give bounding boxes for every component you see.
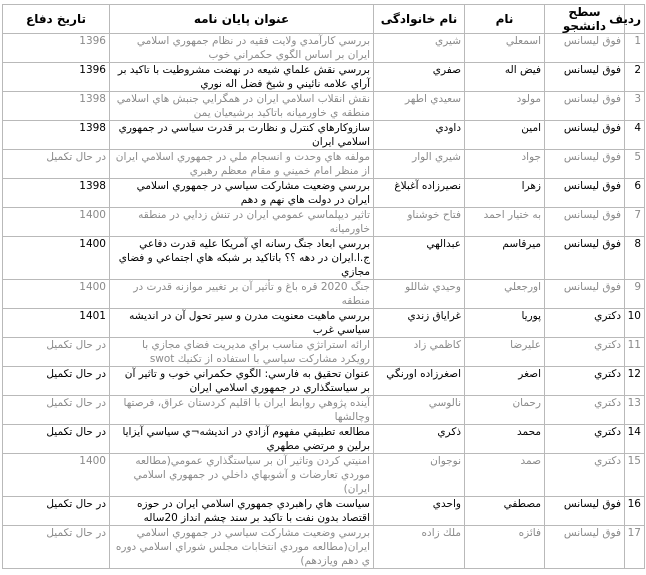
table-row <box>3 497 645 526</box>
cell-row-number: 5 <box>625 150 645 179</box>
cell-thesis-title: ارائه استراتژي مناسب براي مديريت فضاي مجازي با رويكرد مشاركت سياسي با استفاده از تكنيك swot <box>110 338 374 367</box>
cell-last-name: ملك زاده <box>374 526 465 569</box>
cell-thesis-title: عنوان تحقيق به فارسي: الگوي حكمراني خوب و تاثير آن بر سياستگذاري در جمهوري اسلامي ايران <box>110 367 374 396</box>
cell-thesis-title: امنيتي كردن وتاثير آن بر سياستگذاري عمومي(مطالعه موردي تعارضات و آشوبهاي داخلي در جمهوري اسلامي ايران) <box>110 454 374 497</box>
cell-last-name: صفري <box>374 63 465 92</box>
cell-thesis-title: بررسي ماهيت معنويت مدرن و سير تحول آن در انديشه سياسي غرب <box>110 309 374 338</box>
cell-thesis-title: بررسي ابعاد جنگ رسانه اي آمريكا عليه قدرت دفاعي ج.ا.ايران در دهه ؟؟ باتاكيد بر شبكه هاي اجتماعي و فضاي مجازي <box>110 237 374 280</box>
cell-thesis-title: آينده پژوهي روابط ايران با اقليم كردستان عراق، فرصتها وچالشها <box>110 396 374 425</box>
cell-first-name: اسمعلي <box>465 34 545 63</box>
cell-student-level: دكتري <box>545 309 625 338</box>
cell-defense-date: 1398 <box>3 179 110 208</box>
cell-thesis-title: مولفه هاي وحدت و انسجام ملي در جمهوري اسلامي ايران از منظر امام خميني و مقام معظم رهبري <box>110 150 374 179</box>
cell-first-name: ميرقاسم <box>465 237 545 280</box>
cell-last-name: واحدي <box>374 497 465 526</box>
table-row <box>3 34 645 63</box>
header-row-number: ردیف <box>625 5 645 34</box>
cell-student-level: فوق ليسانس <box>545 526 625 569</box>
cell-first-name: عليرضا <box>465 338 545 367</box>
cell-row-number: 12 <box>625 367 645 396</box>
cell-last-name: غراياق زندي <box>374 309 465 338</box>
cell-last-name: نالوسي <box>374 396 465 425</box>
cell-thesis-title: تاثير ديپلماسي عمومي ايران در تنش زدايي در منطقه خاورميانه <box>110 208 374 237</box>
table-row <box>3 150 645 179</box>
cell-last-name: شيري الوار <box>374 150 465 179</box>
cell-row-number: 8 <box>625 237 645 280</box>
cell-row-number: 7 <box>625 208 645 237</box>
cell-thesis-title: جنگ 2020 قره باغ و تأثير آن بر تغيير موازنه قدرت در منطقه <box>110 280 374 309</box>
cell-student-level: فوق ليسانس <box>545 280 625 309</box>
cell-defense-date: در حال تكميل <box>3 338 110 367</box>
cell-last-name: ذكري <box>374 425 465 454</box>
cell-student-level: دكتري <box>545 425 625 454</box>
cell-student-level: فوق ليسانس <box>545 237 625 280</box>
cell-student-level: فوق ليسانس <box>545 121 625 150</box>
table-row <box>3 179 645 208</box>
cell-defense-date: در حال تكميل <box>3 425 110 454</box>
cell-row-number: 14 <box>625 425 645 454</box>
header-student-level: سطح دانشجو <box>545 5 625 34</box>
cell-row-number: 16 <box>625 497 645 526</box>
cell-last-name: نصيرزاده آغبلاغ <box>374 179 465 208</box>
cell-last-name: فتاح خوشناو <box>374 208 465 237</box>
cell-last-name: داودي <box>374 121 465 150</box>
cell-row-number: 11 <box>625 338 645 367</box>
cell-student-level: دكتري <box>545 396 625 425</box>
cell-first-name: پوريا <box>465 309 545 338</box>
cell-student-level: فوق ليسانس <box>545 92 625 121</box>
cell-first-name: صمد <box>465 454 545 497</box>
cell-student-level: فوق ليسانس <box>545 179 625 208</box>
cell-thesis-title: نقش انقلاب اسلامي ايران در همگرايي جنبش هاي اسلامي منطقه ي خاورميانه باتاكيد برشيعيان يمن <box>110 92 374 121</box>
cell-row-number: 10 <box>625 309 645 338</box>
header-row <box>3 5 645 34</box>
cell-row-number: 4 <box>625 121 645 150</box>
cell-first-name: فائزه <box>465 526 545 569</box>
cell-last-name: شيري <box>374 34 465 63</box>
cell-row-number: 13 <box>625 396 645 425</box>
cell-row-number: 15 <box>625 454 645 497</box>
cell-last-name: سعيدي اطهر <box>374 92 465 121</box>
table-row <box>3 396 645 425</box>
table-row <box>3 425 645 454</box>
cell-defense-date: در حال تكميل <box>3 526 110 569</box>
cell-first-name: به ختيار احمد <box>465 208 545 237</box>
table-row <box>3 367 645 396</box>
table-row <box>3 309 645 338</box>
cell-row-number: 6 <box>625 179 645 208</box>
cell-row-number: 9 <box>625 280 645 309</box>
cell-first-name: اورجعلي <box>465 280 545 309</box>
cell-thesis-title: سياست هاي راهبردي جمهوري اسلامي ايران در حوزه اقتصاد بدون نفت با تاكيد بر سند چشم انداز 20ساله <box>110 497 374 526</box>
header-thesis-title: عنوان پایان نامه <box>110 5 374 34</box>
table-row <box>3 92 645 121</box>
cell-thesis-title: سازوكارهاي كنترل و نظارت بر قدرت سياسي در جمهوري اسلامي ايران <box>110 121 374 150</box>
cell-first-name: امين <box>465 121 545 150</box>
cell-defense-date: در حال تكميل <box>3 150 110 179</box>
cell-student-level: دكتري <box>545 338 625 367</box>
cell-row-number: 3 <box>625 92 645 121</box>
cell-last-name: اصغرزاده اورنگي <box>374 367 465 396</box>
header-defense-date: تاریخ دفاع <box>3 5 110 34</box>
table-row <box>3 121 645 150</box>
cell-defense-date: 1401 <box>3 309 110 338</box>
cell-last-name: كاظمي زاد <box>374 338 465 367</box>
cell-thesis-title: مطالعه تطبيقي مفهوم آزادي در انديشه¬ي سياسي آيزايا برلين و مرتضي مطهري <box>110 425 374 454</box>
cell-defense-date: 1400 <box>3 280 110 309</box>
cell-student-level: دكتري <box>545 367 625 396</box>
header-last-name: نام خانوادگی <box>374 5 465 34</box>
cell-first-name: جواد <box>465 150 545 179</box>
cell-defense-date: 1396 <box>3 34 110 63</box>
cell-last-name: عبدالهي <box>374 237 465 280</box>
cell-first-name: زهرا <box>465 179 545 208</box>
cell-last-name: نوجوان <box>374 454 465 497</box>
cell-row-number: 2 <box>625 63 645 92</box>
cell-student-level: فوق ليسانس <box>545 63 625 92</box>
cell-last-name: وحيدي شاللو <box>374 280 465 309</box>
cell-defense-date: 1400 <box>3 208 110 237</box>
cell-defense-date: 1398 <box>3 92 110 121</box>
thesis-table-container <box>2 4 644 569</box>
cell-thesis-title: بررسي نقش علماي شيعه در نهضت مشروطيت با تاكيد بر آراي علامه نائيني و شيخ فضل اله نوري <box>110 63 374 92</box>
cell-row-number: 17 <box>625 526 645 569</box>
header-first-name: نام <box>465 5 545 34</box>
cell-defense-date: 1398 <box>3 121 110 150</box>
cell-defense-date: در حال تكميل <box>3 497 110 526</box>
cell-thesis-title: بررسي كارآمدي ولايت فقيه در نظام جمهوري اسلامي ايران بر اساس الگوي حكمراني خوب <box>110 34 374 63</box>
cell-first-name: فيض اله <box>465 63 545 92</box>
cell-student-level: فوق ليسانس <box>545 34 625 63</box>
table-row <box>3 63 645 92</box>
cell-first-name: رحمان <box>465 396 545 425</box>
cell-defense-date: در حال تكميل <box>3 396 110 425</box>
cell-defense-date: 1396 <box>3 63 110 92</box>
table-row <box>3 237 645 280</box>
cell-student-level: فوق ليسانس <box>545 150 625 179</box>
cell-student-level: دكتري <box>545 454 625 497</box>
table-row <box>3 526 645 569</box>
cell-first-name: محمد <box>465 425 545 454</box>
cell-student-level: فوق ليسانس <box>545 497 625 526</box>
cell-student-level: فوق ليسانس <box>545 208 625 237</box>
thesis-table <box>2 4 645 569</box>
table-row <box>3 454 645 497</box>
cell-first-name: اصغر <box>465 367 545 396</box>
cell-row-number: 1 <box>625 34 645 63</box>
table-row <box>3 280 645 309</box>
cell-thesis-title: بررسي وضعيت مشاركت سياسي در جمهوري اسلامي ايران(مطالعه موردي انتخابات مجلس شوراي اسلامي دوره ي دهم ويازدهم) <box>110 526 374 569</box>
cell-thesis-title: بررسي وضعيت مشاركت سياسي در جمهوري اسلامي ايران در دولت هاي نهم و دهم <box>110 179 374 208</box>
cell-first-name: مولود <box>465 92 545 121</box>
cell-first-name: مصطفي <box>465 497 545 526</box>
cell-defense-date: 1400 <box>3 237 110 280</box>
table-row <box>3 338 645 367</box>
cell-defense-date: در حال تكميل <box>3 367 110 396</box>
cell-defense-date: 1400 <box>3 454 110 497</box>
table-row <box>3 208 645 237</box>
